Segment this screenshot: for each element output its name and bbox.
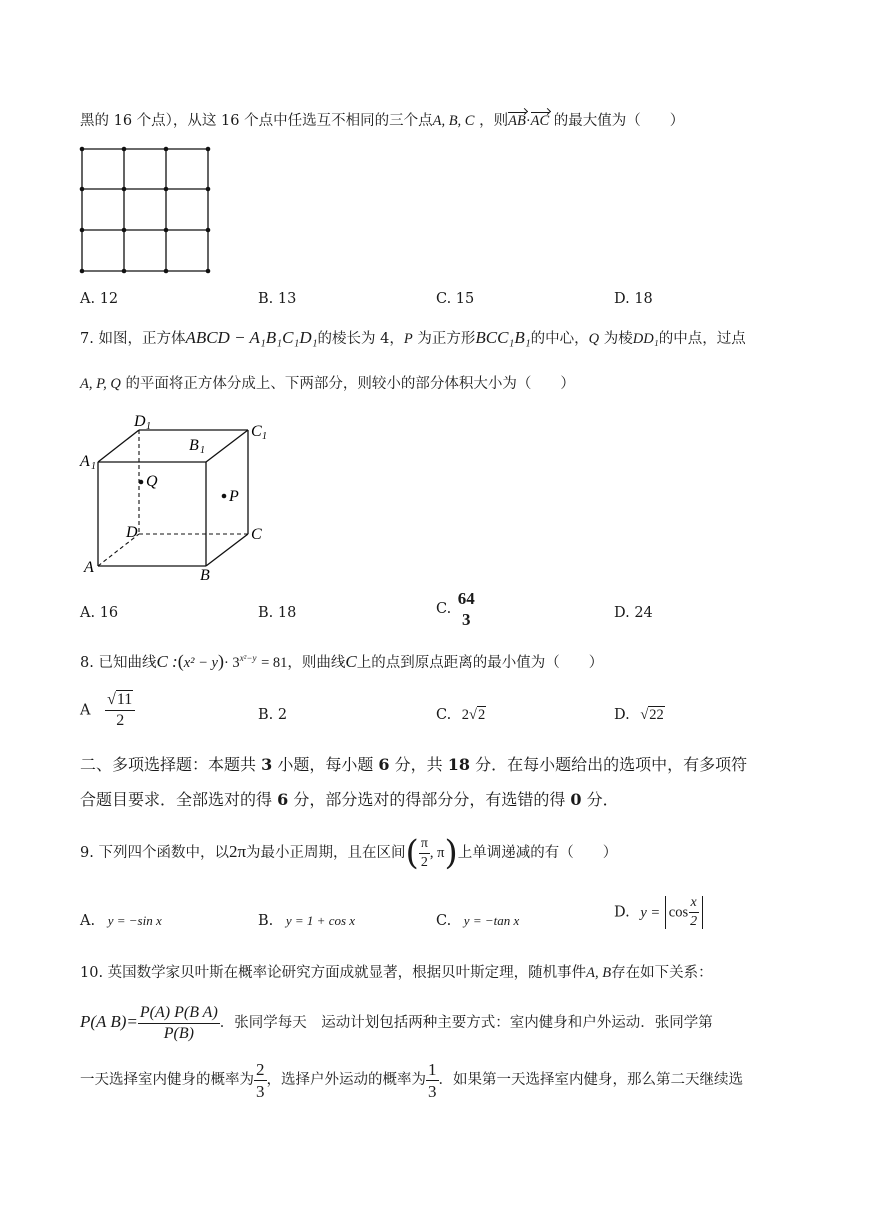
q8-stem: 8. 已知曲线C :(x² − $y)\cdot 3^{x^2-y} = 81$，则曲线C上的点到原点距离的最小值为（ ） — [80, 650, 604, 671]
label-c1: C — [251, 423, 262, 440]
label-d: D — [126, 524, 138, 541]
cube-figure — [78, 410, 278, 585]
label-b1: B — [189, 437, 199, 454]
q10-stem-line2: P(A B)= $\frac{\text{P(A) P(B A)}}{P(B)}$ ．张同学每天 运动计划包括两种主要方式：室内健身和户外运动．张同学第 — [80, 1003, 713, 1042]
q8-option-d: D. √22 — [614, 707, 664, 723]
q7-option-b: B. 18 — [258, 605, 297, 621]
grid-figure — [78, 145, 212, 275]
vector-ab: AB — [508, 113, 526, 129]
svg-text:1: 1 — [262, 431, 267, 442]
label-p: P — [229, 488, 239, 505]
q6-option-a: A. 12 — [80, 291, 119, 307]
q9-option-a: A. y = −sin x — [80, 913, 162, 929]
q6-option-d: D. 18 — [614, 291, 653, 307]
label-q: Q — [146, 473, 158, 490]
bayes-formula: $\frac{\text{P(A) P(B A)}}{P(B)}$ — [139, 1003, 218, 1042]
svg-text:1: 1 — [91, 461, 96, 472]
q7-stem-line2: A, P, Q 的平面将正方体分成上、下两部分，则较小的部分体积大小为（ ） — [80, 376, 575, 392]
q9-option-b: B. y = 1 + cos x — [258, 913, 356, 929]
q8-option-c: C. 2√2 — [436, 707, 486, 723]
q10-stem-line3: 一天选择室内健身的概率为 $\frac{2}{3}$ ，选择户外运动的概率为 $\frac{1}{3}$ ．如果第一天选择室内健身，那么第二天继续选 — [80, 1059, 743, 1101]
section2-heading-line2: 合题目要求．全部选对的得 6 分，部分选对的得部分分，有选错的得 0 分． — [80, 790, 619, 809]
q9-option-c: C. y = −tan x — [436, 913, 520, 929]
q9-stem: 9. 下列四个函数中，以2π为最小正周期，且在区间( $\frac{\pi}{2}$ , π)上单调递减的有（ ） — [80, 833, 618, 873]
q7-option-c: C. 64 3 — [436, 589, 475, 629]
label-d1: D — [134, 413, 146, 430]
label-a1: A — [80, 453, 90, 470]
q10-stem-line1: 10. 英国数学家贝叶斯在概率论研究方面成就显著，根据贝叶斯定理，随机事件A, B存在如下关系： — [80, 965, 713, 981]
q8-option-a: A $\frac{√11}{2}$ — [80, 692, 135, 729]
section2-heading-line1: 二、多项选择题：本题共 3 小题，每小题 6 分，共 18 分．在每小题给出的选项中，有多项符 — [80, 755, 748, 774]
q7-option-d: D. 24 — [614, 605, 653, 621]
q7-stem-line1: 7. 如图，正方体ABCD − A₁B₁C₁D₁的棱长为 4，P 为正方形BCC₁B₁的中心，Q 为棱DD₁的中点，过点 — [80, 328, 746, 347]
q9-option-d: D. y = cos $\frac{x}{2}$ — [614, 896, 703, 929]
q7-option-a: A. 16 — [80, 605, 119, 621]
q8-option-b: B. 2 — [258, 707, 288, 723]
q6-stem: 黑的 16 个点），从这 16 个点中任选互不相同的三个点A, B, C ，则AB·AC 的最大值为（ ） — [80, 113, 685, 129]
vector-ac: AC — [530, 113, 550, 129]
label-b: B — [200, 567, 210, 584]
q6-option-b: B. 13 — [258, 291, 297, 307]
label-a: A — [84, 559, 94, 576]
q6-option-c: C. 15 — [436, 291, 475, 307]
svg-text:1: 1 — [200, 445, 205, 456]
label-c: C — [251, 526, 262, 543]
svg-text:1: 1 — [146, 421, 151, 432]
